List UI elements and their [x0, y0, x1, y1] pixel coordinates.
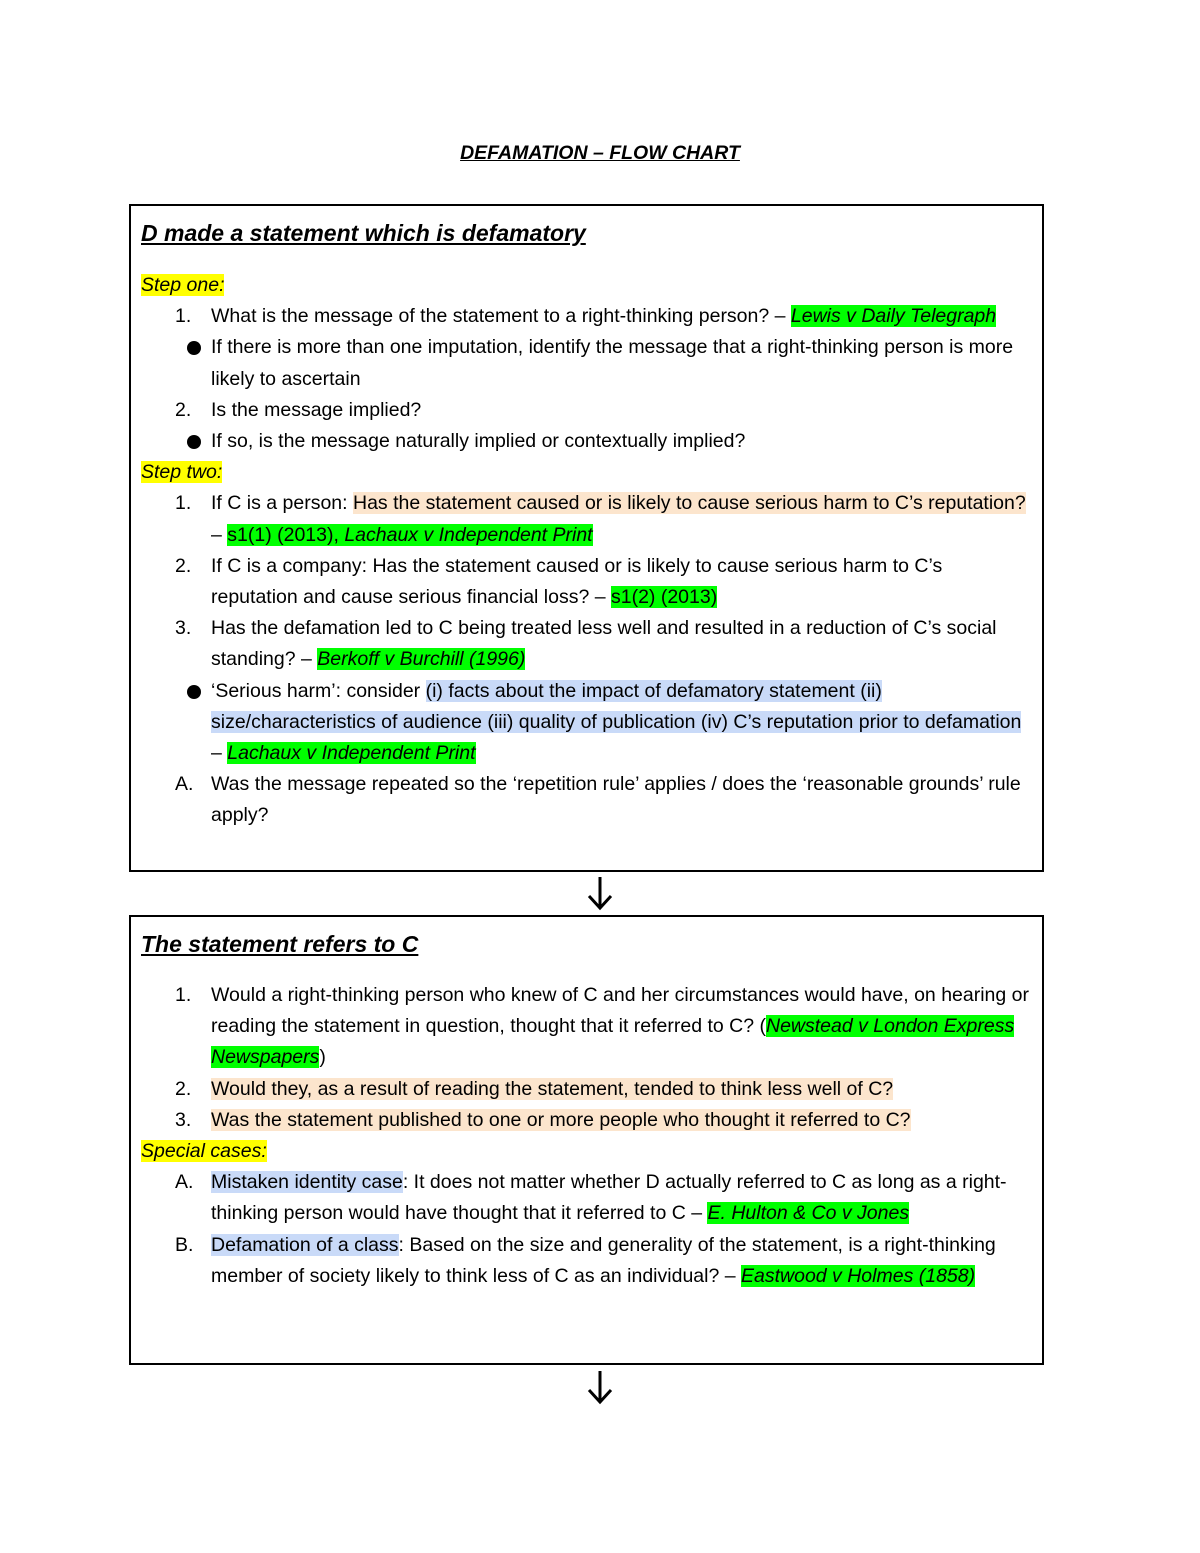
list-item	[141, 395, 1032, 426]
dash: –	[211, 523, 228, 546]
item-text: Has the defamation led to C being treated less well and resulted in a reduction of C’s social standing? –	[211, 617, 997, 671]
item-text: ‘Serious harm’: consider	[211, 679, 426, 702]
flowchart-box-defamatory-statement	[129, 204, 1044, 872]
case-citation: Eastwood v Holmes (1858)	[741, 1264, 976, 1287]
list-item	[141, 332, 1032, 394]
item-text: Was the message repeated so the ‘repetition rule’ applies / does the ‘reasonable grounds’ rule apply?	[211, 773, 1021, 827]
list-marker: 3.	[175, 617, 192, 640]
list-marker: 2.	[175, 1077, 192, 1100]
item-text: Would a right-thinking person who knew of C and her circumstances would have, on hearing or reading the statement in question, thought that it referred to C? (	[211, 984, 1030, 1038]
step-label: Step two:	[141, 461, 223, 484]
item-text: Is the message implied?	[211, 398, 422, 421]
case-citation: E. Hulton & Co v Jones	[707, 1202, 910, 1225]
item-text: What is the message of the statement to a right-thinking person? –	[211, 305, 791, 328]
item-text: If so, is the message naturally implied or contextually implied?	[211, 430, 746, 453]
bullet-icon	[187, 435, 201, 449]
item-text: : It does not matter whether D actually referred to C as long as a right-thinking person would have thought that it referred to C –	[211, 1171, 1007, 1225]
item-text: : Based on the size and generality of the statement, is a right-thinking member of society likely to think less of C as an individual? –	[211, 1233, 996, 1287]
document-title: DEFAMATION – FLOW CHART	[460, 142, 740, 164]
highlighted-question: Has the statement caused or is likely to cause serious harm to C’s reputation?	[352, 492, 1026, 515]
list-marker: 2.	[175, 554, 192, 577]
close-paren: )	[319, 1046, 326, 1069]
case-citation: Berkoff v Burchill (1996)	[317, 648, 526, 671]
highlighted-term: Defamation of a class	[211, 1233, 399, 1256]
flowchart-box-refers-to-c	[129, 915, 1044, 1365]
item-text: If there is more than one imputation, identify the message that a right-thinking person is more likely to ascertain	[211, 336, 1014, 390]
step-label: Step one:	[141, 274, 225, 296]
highlighted-factors: (i) facts about the impact of defamatory statement (ii) size/characteristics of audience (iii) quality of publication (iv) C’s reputation prior to defamation	[211, 679, 1022, 733]
list-marker: 1.	[175, 984, 192, 1006]
list-item	[141, 488, 1032, 550]
bullet-icon	[187, 341, 201, 355]
case-citation: Lachaux v Independent Print	[344, 523, 593, 546]
box-heading: D made a statement which is defamatory	[141, 220, 586, 246]
bullet-icon	[187, 685, 201, 699]
case-citation: Lachaux v Independent Print	[227, 742, 476, 765]
list-item	[141, 551, 1032, 613]
list-item	[141, 1230, 1032, 1292]
item-text: If C is a company: Has the statement caused or is likely to cause serious harm to C’s reputation and cause serious financial loss? –	[211, 554, 943, 609]
special-cases-label: Special cases:	[141, 1140, 267, 1163]
statute-citation: s1(2) (2013)	[611, 586, 718, 609]
list-item	[141, 769, 1032, 831]
list-item	[141, 1105, 1032, 1136]
list-item	[141, 301, 1032, 332]
list-marker: A.	[175, 1171, 194, 1194]
highlighted-question: Would they, as a result of reading the statement, tended to think less well of C?	[211, 1077, 894, 1100]
list-item	[141, 1167, 1032, 1229]
down-arrow-icon	[584, 874, 616, 914]
box-heading: The statement refers to C	[141, 931, 419, 957]
list-marker: 1.	[175, 492, 192, 515]
list-item	[141, 980, 1032, 1074]
case-citation: Newstead v London Express Newspapers	[211, 1015, 1015, 1069]
highlighted-term: Mistaken identity case	[211, 1171, 403, 1194]
list-marker: A.	[175, 773, 194, 796]
list-item	[141, 676, 1032, 770]
case-citation: Lewis v Daily Telegraph	[790, 305, 997, 328]
list-item	[141, 426, 1032, 457]
highlighted-question: Was the statement published to one or more people who thought it referred to C?	[211, 1108, 911, 1131]
list-item	[141, 1074, 1032, 1105]
item-text: If C is a person:	[211, 492, 353, 515]
list-marker: B.	[175, 1233, 194, 1256]
statute-citation: s1(1) (2013),	[227, 523, 345, 546]
dash: –	[211, 742, 228, 765]
down-arrow-icon	[584, 1368, 616, 1408]
list-marker: 3.	[175, 1108, 192, 1131]
list-marker: 1.	[175, 305, 192, 328]
list-marker: 2.	[175, 398, 192, 421]
list-item	[141, 613, 1032, 675]
